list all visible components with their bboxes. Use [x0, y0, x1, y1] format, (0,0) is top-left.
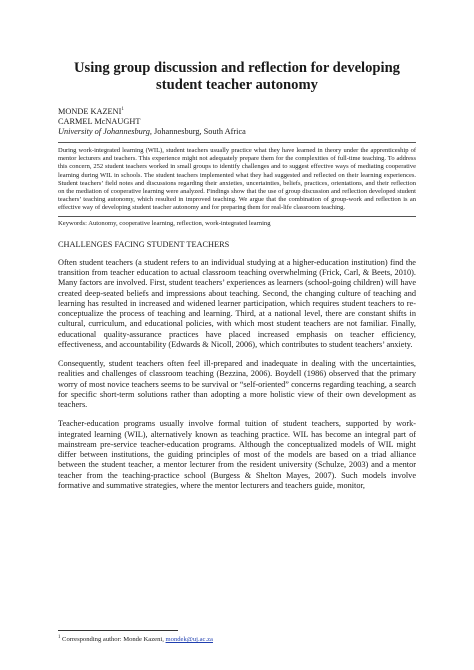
footnote [58, 634, 213, 644]
body-paragraph: Teacher-education programs usually involve formal tuition of student teachers, supported by work-integrated learning (WIL), alternatively known as teaching practice. WIL has become an integral part of mainstream pre-service teacher-education programs. Although the conceptualized models of WIL might differ between institutions, the guiding principles of most of the models are based on a triad alliance between the student teacher, a mentor lecturer from the resident university (Schulze, 2003) and a mentor teacher from the teaching-practice school (Burgess & Shelton Mayes, 2007). Such models involve formative and summative strategies, where the mentor lecturers and teachers guide, monitor, [58, 419, 416, 490]
abstract: During work-integrated learning (WIL), student teachers usually practice what they have learned in theory under the apprenticeship of mentor lecturers and teachers. This experience might not adequately prepare them for the complexities of full-time teaching. To address this concern, 252 student teachers worked in small groups to identify challenges and to suggest effective ways of mediating cooperative learning during WIL in schools. The student teachers implemented what they had suggested and reflected on their learning experiences. Student teachers’ field notes and discussions regarding their anxieties, uncertainties, beliefs, practices, orientations, and their reflection on the mediation of cooperative learning were analyzed. Findings show that the use of group discussion and reflection developed student teachers’ teaching autonomy, which resulted in improved teaching. We argue that the combination of group-work and reflection is an effective way of developing student teacher autonomy and for preparing them for real-life classroom teaching. [58, 142, 416, 216]
body-paragraph: Consequently, student teachers often feel ill-prepared and inadequate in dealing with the uncertainties, realities and challenges of classroom teaching (Bezzina, 2006). Boydell (1986) observed that the primary worry of most novice teachers seems to be survival or “self-oriented” concerns regarding teaching, a search for specific short-term solutions rather than adopting a more holistic view of their own development as teachers. [58, 359, 416, 409]
footnote-text: Corresponding author: Monde Kazeni, [60, 636, 166, 644]
affiliation-institution: University of Johannesburg [58, 127, 150, 137]
footnote-mark: 1 [121, 107, 124, 112]
footnote-mark: 1 [58, 635, 61, 640]
keywords: Keywords: Autonomy, cooperative learning, reflection, work-integrated learning [58, 219, 271, 227]
section-heading: CHALLENGES FACING STUDENT TEACHERS [58, 239, 230, 249]
body-paragraph: Often student teachers (a student refers to an individual studying at a higher-education institution) find the transition from teacher education to actual classroom teaching overwhelming (Frick, Carl, & Beets, 2010). Many factors are involved. First, student teachers’ experiences as learners (school-going children) will have created deep-seated beliefs and impressions about teaching. Second, the changing culture of teaching and learning has resulted in increased and widened learner participation, which requires student teachers to re-conceptualize the process of teaching and learning. Third, at a national level, there are constant shifts in cultural, curriculum, and educational policies, with which most student teachers are not familiar. Finally, educational quality-assurance practices have placed increased emphasis on teacher efficiency, effectiveness, and accountability (Edwards & Nicoll, 2006), which contributes to student teachers’ anxiety. [58, 257, 416, 349]
footnote-divider [58, 630, 178, 631]
author-name: MONDE KAZENI$^1$ [58, 106, 124, 116]
author-block [58, 105, 416, 137]
email-link[interactable]: mondek@uj.ac.za [165, 636, 213, 644]
author-name: CARMEL McNAUGHT [58, 116, 141, 126]
affiliation [58, 127, 416, 137]
paper-title: Using group discussion and reflection for developing student teacher autonomy [74, 60, 400, 93]
affiliation-location: , Johannesburg, South Africa [149, 127, 246, 137]
